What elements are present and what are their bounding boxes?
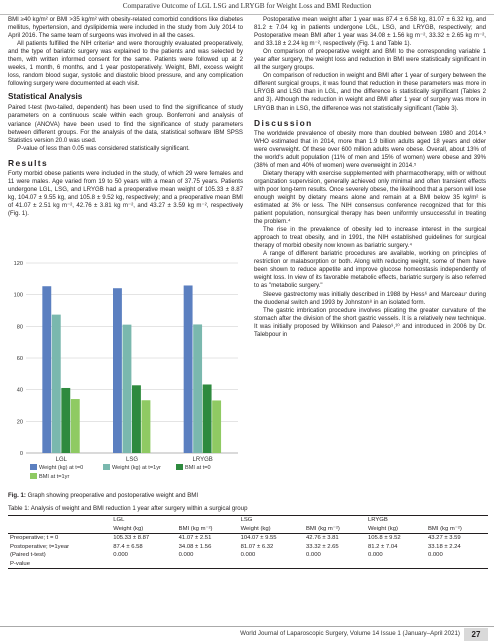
table-row: [8, 551, 488, 560]
table-cell: Postoperative; t=1year: [10, 543, 70, 550]
y-tick-label: 120: [13, 261, 23, 267]
bar-chart: [8, 257, 243, 490]
section-heading: Results: [8, 157, 49, 168]
paragraph: Sleeve gastrectomy was initially described in 1988 by Hess⁶ and Marceau⁷ during the duodenal switch and 1993 by Johnston⁸ in an isolated form.: [254, 290, 486, 306]
legend-label: BMI at t=0: [185, 465, 211, 471]
page-number: 27: [464, 628, 488, 641]
figure-caption-text: Graph showing preoperative and postoperative weight and BMI: [27, 492, 199, 499]
paragraph: The worldwide prevalence of obesity more than doubled between 1980 and 2014.⁵ WHO estimated that in 2014, more than 1.9 billion adults aged 18 years and older were overweight. Of these over 600 million adults were obese. Overall, about 13% of the world's adult population (11% of men and 15% of women) were obese and 39% (38% of men and 40% of women) were overweight in 2014.⁵: [254, 129, 486, 169]
right-column: [254, 16, 486, 339]
table-cell: 0.000: [178, 552, 194, 558]
legend-label: BMI at t=1yr: [39, 474, 70, 480]
group-header: LGL: [111, 516, 238, 525]
legend-label: Weight (kg) at t=1yr: [112, 465, 161, 471]
paragraph: The rise in the prevalence of obesity led to increase interest in the surgical approach to treat obesity, and in 1991, the NIH established guidelines for surgical therapy of morbid obesity now known as bariatric surgery.⁴: [254, 226, 486, 250]
column-header: Weight (kg): [111, 525, 176, 534]
paragraph: Dietary therapy with exercise supplemented with pharmacotherapy, with or without organization supervision, generally achieved only minimal and often transient effects with poor long-term results. Once severely obese, the likelihood that a person will lose enough weight by dietary means alone and remain at a BMI below 35 kg/m² is estimated at 3% or less. The NIH consensus conference recognized that for this patient population, nonsurgical therapy has been uniformly unsuccessful in treating the problem.⁴: [254, 169, 486, 226]
group-header: LRYGB: [366, 516, 488, 525]
table-caption: Table 1: Analysis of weight and BMI reduction 1 year after surgery within a surgical group: [8, 505, 248, 512]
bar: [61, 388, 70, 453]
bar: [71, 399, 80, 453]
paragraph: The gastric imbrication procedure involves plicating the greater curvature of the stomach after the division of the short gastric vessels. It is a relatively new technique. It was initially proposed by Wilkinson and Paleso⁹,¹⁰ and introduced in 2006 by Dr. Talebpour in: [254, 306, 486, 338]
paragraph: On comparison of reduction in weight and BMI after 1 year of surgery between the different surgical groups, it was found that reduction in these parameters was more in LRYGB and LSG than in LGL, and the difference is statistically significant (Tables 2 and 3). Although the reduction in weight and BMI after 1 year of surgery was more in LRYGB than in LSG, the difference was not statistically significant (Table 3).: [254, 72, 486, 112]
table-cell: 105.33 ± 8.87: [113, 535, 150, 541]
section-heading: Statistical Analysis: [8, 92, 83, 102]
section-heading: Discussion: [254, 117, 313, 128]
table-cell: [111, 560, 176, 569]
table-cell: 0.000: [240, 552, 256, 558]
table-cell: 87.4 ± 6.58: [113, 543, 143, 550]
bar: [52, 315, 61, 453]
legend-label: Weight (kg) at t=0: [39, 465, 84, 471]
table-cell: 43.27 ± 3.59: [427, 535, 461, 541]
table-cell: P-value: [8, 560, 111, 569]
table-cell: 0.000: [306, 552, 321, 558]
column-header: BMI (kg m⁻²): [304, 525, 366, 534]
table-cell: [177, 560, 239, 569]
paragraph: BMI ≥40 kg/m² or BMI >35 kg/m² with obesity-related comorbid conditions like diabetes mellitus, hypertension, and dyslipidemia were included in the study from July 2014 to April 2016. The same team of surgeons was involved in all the cases.: [8, 16, 243, 40]
y-tick-label: 0: [19, 451, 23, 457]
bar: [123, 325, 132, 453]
table-row: [8, 543, 488, 552]
running-header: Comparative Outcome of LGL LSG and LRYGB for Weight Loss and BMI Reduction: [0, 0, 494, 15]
paragraph: A range of different bariatric procedures are available, working on principles of restriction or malabsorption or both. Along with reducing weight, some of them have been shown to reduce appetite and improve glucose homeostasis independently of weight loss. In view of its favorable metabolic effects, bariatric surgery is also referred to as "metabolic surgery.": [254, 250, 486, 290]
table-cell: [239, 560, 304, 569]
table-cell: 41.07 ± 2.51: [178, 535, 212, 541]
table-cell: 33.18 ± 2.24: [427, 543, 461, 550]
column-header: Weight (kg): [239, 525, 304, 534]
legend-swatch: [103, 464, 110, 470]
table-cell: 81.07 ± 6.32: [240, 543, 274, 550]
bar: [113, 288, 122, 453]
table-row: [8, 534, 488, 543]
y-tick-label: 20: [16, 419, 23, 426]
column-header: Weight (kg): [366, 525, 426, 534]
column-header: [8, 525, 111, 534]
bar: [184, 285, 193, 453]
table-cell: Preoperative; t = 0: [10, 535, 59, 541]
results-table: [8, 515, 488, 569]
table-subheader-row: [8, 525, 488, 534]
table-cell: 42.76 ± 3.81: [306, 535, 339, 541]
x-tick-label: LGL: [55, 457, 68, 463]
table-cell: 0.000: [367, 552, 383, 558]
table-cell: 0.000: [427, 552, 443, 558]
legend-swatch: [30, 464, 37, 470]
figure-label: Fig. 1:: [8, 492, 26, 499]
table-cell: [366, 560, 426, 569]
column-header: BMI (kg m⁻²): [426, 525, 488, 534]
paragraph: On comparison of preoperative weight and BMI to the corresponding variable 1 year after surgery, the weight loss and reduction in BMI were statistically significant in all the surgery groups.: [254, 48, 486, 72]
table-cell: 33.32 ± 2.65: [306, 543, 339, 550]
paragraph: Forty morbid obese patients were included in the study, of which 29 were females and 11 were males. Age varied from 19 to 50 years with a mean of 37.75 years. Patients undergone LGL, LSG, and LRYGB had a preoperative mean weight of 105.33 ± 8.87 kg, 104.07 ± 9.55 kg, and 105.8 ± 9.52 kg, respectively; and a preoperative mean BMI of 41.07 ± 2.51 kg m⁻², 42.76 ± 3.81 kg m⁻², and 43.27 ± 3.59 kg m⁻², respectively (Fig. 1).: [8, 169, 243, 217]
column-header: BMI (kg m⁻²): [177, 525, 239, 534]
group-header: LSG: [239, 516, 366, 525]
bar: [212, 400, 221, 453]
table-cell: 105.8 ± 9.52: [367, 535, 401, 541]
table-cell: 34.08 ± 1.56: [178, 543, 212, 550]
journal-name: World Journal of Laparoscopic Surgery, Volume 14 Issue 1 (January–April 2021): [240, 630, 460, 637]
table-row: [8, 560, 488, 569]
table-cell: [8, 516, 111, 525]
table-cell: [304, 560, 366, 569]
paragraph: All patients fulfilled the NIH criteria⁴ and were thoroughly evaluated preoperatively, and the type of bariatric surgery was explained to the patients and was selected by them, with written informed consent for the same. Patients were followed up at 2 weeks, 1 month, 6 months, and 1 year postoperatively. Weight, BMI, excess weight loss, random blood sugar, systolic and diastolic blood pressure, and any complication following surgery were documented at each visit.: [8, 40, 243, 88]
table-cell: (Paired t-test): [10, 552, 46, 558]
y-tick-label: 40: [16, 387, 23, 394]
y-tick-label: 60: [16, 356, 23, 362]
bar: [132, 385, 141, 453]
paragraph: Postoperative mean weight after 1 year was 87.4 ± 6.58 kg, 81.07 ± 6.32 kg, and 81.2 ± 7.04 kg in patients undergone LGL, LSG, and LRYGB, respectively; and Postoperative mean BMI after 1 year was 34.08 ± 1.56 kg m⁻², 33.32 ± 2.65 kg m⁻², and 33.18 ± 2.24 kg m⁻², respectively (Fig. 1 and Table 1).: [254, 16, 486, 48]
y-tick-label: 80: [16, 324, 23, 331]
paragraph: Paired t-test (two-tailed, dependent) has been used to find the significance of study parameters on a continuous scale within each group. Bonferroni and analysis of variance (ANOVA) have been used to find the significance of study parameters between different groups. For the analysis of the data, statistical software IBM SPSS Statistics version 20.0 was used.: [8, 104, 243, 144]
paragraph: P-value of less than 0.05 was considered statistically significant.: [17, 144, 190, 152]
table-cell: [426, 560, 488, 569]
bar: [42, 286, 51, 453]
legend-swatch: [176, 464, 183, 470]
table-group-row: [8, 516, 488, 525]
page-footer: [0, 626, 494, 641]
legend-swatch: [30, 473, 37, 479]
bar: [193, 324, 202, 453]
table-cell: 0.000: [113, 552, 128, 558]
table-cell: 81.2 ± 7.04: [367, 543, 398, 550]
left-column: [8, 16, 243, 218]
x-tick-label: LRYGB: [192, 457, 213, 463]
table-cell: 104.07 ± 9.55: [240, 535, 277, 541]
bar: [142, 400, 151, 453]
bar: [203, 384, 212, 453]
y-tick-label: 100: [13, 292, 23, 299]
x-tick-label: LSG: [125, 457, 139, 463]
figure-caption: [8, 492, 248, 500]
